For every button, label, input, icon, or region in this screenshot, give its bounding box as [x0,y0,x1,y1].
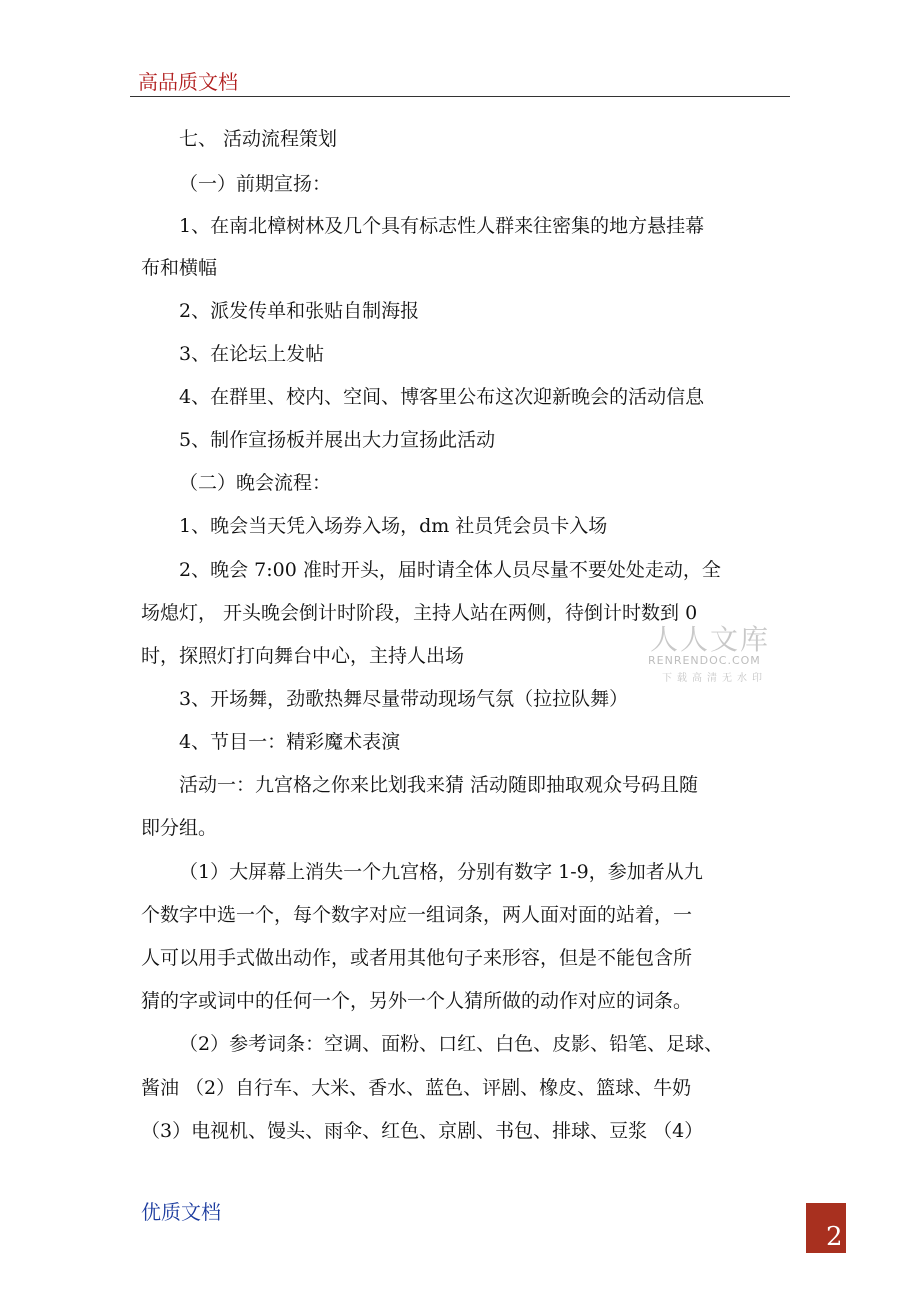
paragraph-line: 1、在南北樟树林及几个具有标志性人群来往密集的地方悬挂幕 [179,215,705,237]
header-title: 高品质文档 [138,70,238,94]
paragraph-line: 4、在群里、校内、空间、博客里公布这次迎新晚会的活动信息 [179,386,705,408]
paragraph-line: 3、在论坛上发帖 [179,343,325,365]
paragraph-line: 时，探照灯打向舞台中心，主持人出场 [141,645,465,667]
paragraph-line: 1、晚会当天凭入场券入场，dm 社员凭会员卡入场 [179,515,608,537]
watermark-brand: 人人文库 [650,623,771,656]
paragraph-line: 4、节目一：精彩魔术表演 [179,731,401,753]
section-heading: 七、 活动流程策划 [179,128,338,150]
paragraph-line: （2）参考词条：空调、面粉、口红、白色、皮影、铅笔、足球、 [179,1033,724,1055]
header-divider [130,96,790,97]
paragraph-line: 5、制作宣扬板并展出大力宣扬此活动 [179,429,496,451]
footer-title: 优质文档 [141,1200,221,1224]
paragraph-line: 活动一：九宫格之你来比划我来猜 活动随即抽取观众号码且随 [179,774,699,796]
watermark-url: RENRENDOC.COM [648,654,761,667]
paragraph-line: 2、派发传单和张贴自制海报 [179,300,420,322]
subsection-heading: （一）前期宣扬： [179,173,332,195]
paragraph-line: 2、晚会 7:00 准时开头，届时请全体人员尽量不要处处走动，全 [179,559,721,581]
paragraph-line: 布和横幅 [141,257,218,279]
paragraph-line: （3）电视机、馒头、雨伞、红色、京剧、书包、排球、豆浆 （4） [141,1120,704,1142]
paragraph-line: 3、开场舞，劲歌热舞尽量带动现场气氛（拉拉队舞） [179,688,629,710]
paragraph-line: 人可以用手式做出动作，或者用其他句子来形容，但是不能包含所 [141,947,693,969]
paragraph-line: 即分组。 [141,817,218,839]
paragraph-line: （1）大屏幕上消失一个九宫格，分别有数字 1-9，参加者从九 [179,861,703,883]
paragraph-line: 场熄灯， 开头晚会倒计时阶段，主持人站在两侧，待倒计时数到 0 [141,602,698,624]
watermark-tagline: 下载高清无水印 [662,673,767,684]
paragraph-line: 个数字中选一个，每个数字对应一组词条，两人面对面的站着，一 [141,904,693,926]
paragraph-line: 酱油 （2）自行车、大米、香水、蓝色、评剧、橡皮、篮球、牛奶 [141,1077,692,1099]
paragraph-line: 猜的字或词中的任何一个，另外一个人猜所做的动作对应的词条。 [141,990,693,1012]
page-number: 2 [826,1222,843,1252]
subsection-heading: （二）晚会流程： [179,472,332,494]
watermark-logo [646,618,776,688]
